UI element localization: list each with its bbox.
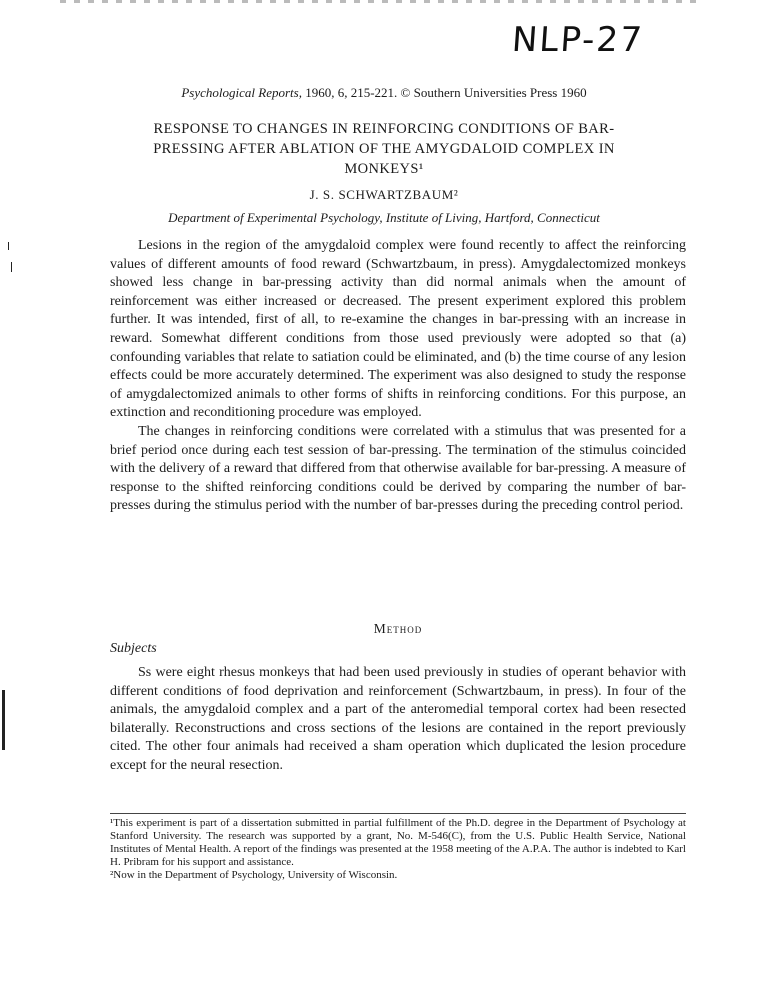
subjects-section — [110, 664, 686, 776]
paragraph: The changes in reinforcing conditions were correlated with a stimulus that was presented for a brief period once during each test session of bar-pressing. The termination of the stimulus coincided with the delivery of a reward that differed from that otherwise available for bar-pressing. A measure of response to the shifted reinforcing conditions could be derived by comparing the number of bar-presses during the stimulus period with the number of bar-presses during the preceding control period. — [110, 423, 686, 514]
paragraph: Ss were eight rhesus monkeys that had been used previously in studies of operant behavior with different conditions of food deprivation and reinforcement (Schwartzbaum, in press). In four of the animals, the amygdaloid complex and a part of the anteromedial temporal cortex had been resected bilaterally. Reconstructions and cross sections of the lesions are contained in the report previously cited. The other four animals had received a sham operation which duplicated the lesion procedure except for the neural resection. — [110, 665, 686, 773]
paragraph: Lesions in the region of the amygdaloid complex were found recently to affect the reinforcing values of different amounts of food reward (Schwartzbaum, in press). Amygdalectomized monkeys showed less change in bar-pressing activity than did normal animals when the amount of reinforcement was either increased or decreased. The present experiment explored this problem further. It was intended, first of all, to re-examine the changes in bar-pressing with an increase in reward. Somewhat different conditions from those used previously were adopted so that (a) confounding variables that relate to satiation could be eliminated, and (b) the time course of any lesion effects could be more accurately determined. The experiment was also designed to study the response of amygdalectomized animals to other forms of shifts in reinforcing conditions. For this purpose, an extinction and reconditioning procedure was employed. — [110, 238, 686, 421]
handwritten-note: NLP-27 — [510, 20, 646, 60]
subsection-heading: Subjects — [110, 641, 157, 656]
paper-title: RESPONSE TO CHANGES IN REINFORCING CONDITIONS OF BAR-PRESSING AFTER ABLATION OF THE AMYGDALOID COMPLEX IN MONKEYS¹ — [153, 121, 615, 177]
author-name: J. S. SCHWARTZBAUM² — [309, 187, 459, 202]
scan-margin-mark — [11, 262, 12, 272]
introduction — [110, 237, 686, 516]
footnote-divider — [110, 813, 686, 814]
scan-edge-artifact — [60, 0, 700, 3]
footnotes — [110, 817, 686, 882]
journal-name: Psychological Reports, — [181, 85, 302, 100]
scan-margin-mark — [8, 242, 9, 250]
footnote: ¹This experiment is part of a dissertation submitted in partial fulfillment of the Ph.D. degree in the Department of Psychology at Stanford University. The research was supported by a grant, No. M-546(C), from the U.S. Public Health Service, National Institutes of Mental Health. A report of the findings was presented at the 1958 meeting of the A.P.A. The author is indebted to Karl H. Pribram for his support and assistance. — [110, 817, 686, 868]
author-affiliation: Department of Experimental Psychology, Institute of Living, Hartford, Connecticut — [168, 210, 600, 225]
scan-margin-mark — [2, 690, 5, 750]
footnote: ²Now in the Department of Psychology, University of Wisconsin. — [110, 869, 398, 881]
citation-details: 1960, 6, 215-221. © Southern Universities Press 1960 — [301, 85, 587, 100]
section-heading: Method — [373, 621, 423, 636]
journal-citation — [0, 85, 768, 101]
